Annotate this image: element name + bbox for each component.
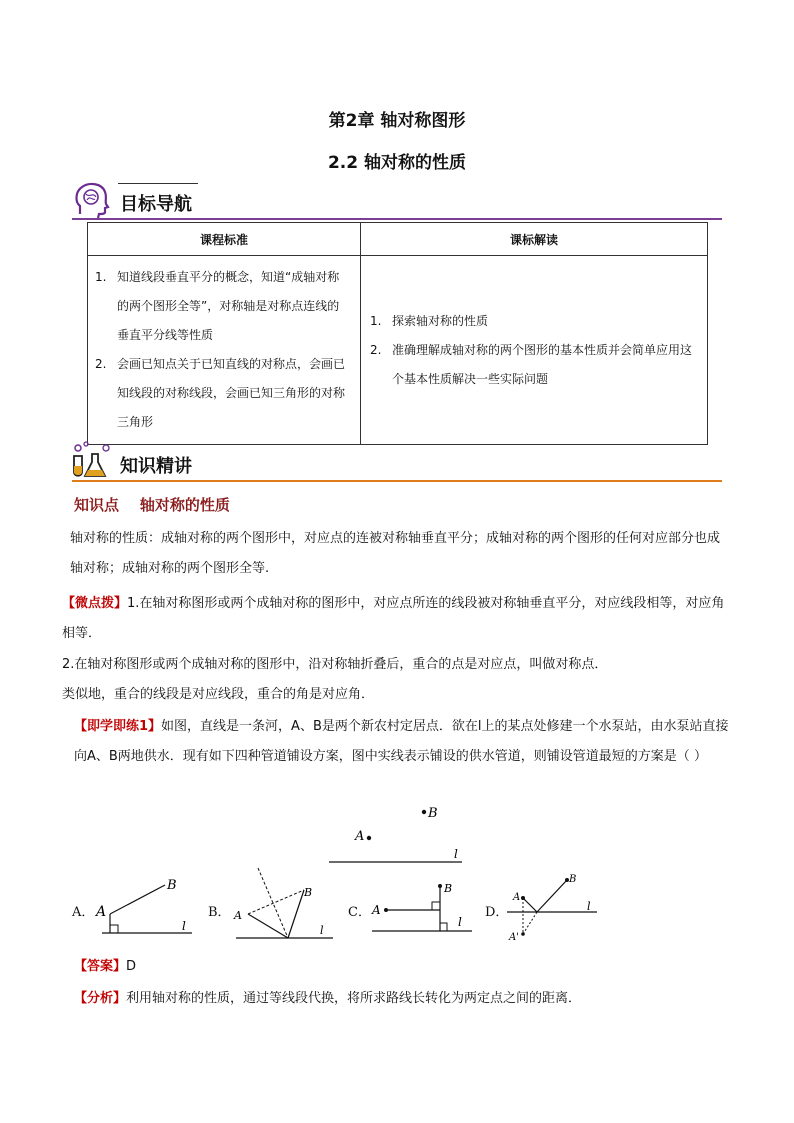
property-paragraph: 轴对称的性质：成轴对称的两个图形中，对应点的连被对称轴垂直平分；成轴对称的两个图形的任何对应部分也成轴对称；成轴对称的两个图形全等. <box>70 531 721 576</box>
option-c-figure[interactable] <box>368 874 478 940</box>
list-item: 2. 会画已知点关于已知直线的对称点，会画已知线段的对称线段，会画已知三角形的对称三角形 <box>95 357 346 429</box>
analysis-text: 利用轴对称的性质，通过等线段代换，将所求路线长转化为两定点之间的距离． <box>126 991 582 1006</box>
exercise-paragraph <box>74 712 730 772</box>
label-b: B <box>428 806 438 821</box>
flask-icon <box>70 440 112 482</box>
opt-d-label-a: A <box>513 892 521 903</box>
option-b-figure[interactable] <box>228 866 338 944</box>
section-title: 2.2 轴对称的性质 <box>327 153 467 173</box>
chapter-title: 第2章 轴对称图形 <box>328 111 466 131</box>
table-header-standard: 课程标准 <box>88 223 361 256</box>
label-l: l <box>454 847 458 861</box>
answer-value: D <box>126 959 137 974</box>
list-item: 2. 准确理解成轴对称的两个图形的基本性质并会简单应用这个基本性质解决一些实际问题 <box>370 342 693 386</box>
standard-cell <box>88 256 361 445</box>
interpretation-cell <box>361 256 708 445</box>
standards-table <box>87 222 708 445</box>
answer-label: 【答案】 <box>74 959 127 974</box>
opt-b-label-l: l <box>320 924 324 937</box>
point-a <box>367 836 371 840</box>
orange-divider <box>72 480 722 482</box>
option-d-label[interactable]: D． <box>485 905 509 920</box>
brain-head-icon <box>72 180 112 220</box>
opt-d-label-a-prime: A' <box>509 932 519 943</box>
tip-paragraph <box>62 589 732 649</box>
tip-1: 1.在轴对称图形或两个成轴对称的图形中，对应点所连的线段被对称轴垂直平分，对应线段相等，对应角相等． <box>62 596 725 641</box>
opt-c-label-l: l <box>458 915 462 929</box>
tip-2: 2.在轴对称图形或两个成轴对称的图形中，沿对称轴折叠后，重合的点是对应点，叫做对称点． <box>62 657 608 672</box>
opt-d-label-b: B <box>569 874 577 885</box>
title-overline <box>118 444 198 445</box>
option-a-figure[interactable] <box>92 872 197 938</box>
analysis-label: 【分析】 <box>74 991 127 1006</box>
opt-a-label-b: B <box>167 878 177 893</box>
label-a: A <box>355 829 365 844</box>
point-b <box>422 810 426 814</box>
exercise-text: 如图，直线是一条河，A、B是两个新农村定居点．欲在l上的某点处修建一个水泵站，由水泵站直接向A、B两地供水．现有如下四种管道铺设方案，图中实线表示铺设的供水管道，则铺设管道最短的方案是（ ） <box>74 719 729 764</box>
main-figure <box>320 800 470 866</box>
answer-line <box>74 952 734 982</box>
opt-d-label-l: l <box>587 900 591 913</box>
list-item: 1. 知道线段垂直平分的概念，知道“成轴对称的两个图形全等”，对称轴是对称点连线的垂直平分线等性质 <box>95 270 340 342</box>
list-item: 1. 探索轴对称的性质 <box>370 313 489 328</box>
opt-a-label-a: A <box>96 904 107 920</box>
opt-b-label-b: B <box>304 886 313 899</box>
opt-a-label-l: l <box>182 919 186 933</box>
tip-3: 类似地，重合的线段是对应线段，重合的角是对应角． <box>62 687 375 702</box>
opt-c-label-b: B <box>444 882 453 895</box>
analysis-line <box>74 984 734 1014</box>
table-header-interpretation: 课标解读 <box>361 223 708 256</box>
tip-label: 【微点拨】 <box>62 596 128 611</box>
purple-divider <box>72 218 722 220</box>
option-c-label[interactable]: C． <box>348 905 371 920</box>
option-b-label[interactable]: B． <box>208 905 231 920</box>
opt-c-label-a: A <box>372 903 381 917</box>
option-d-figure[interactable] <box>505 868 605 946</box>
knowledge-point-title: 知识点 轴对称的性质 <box>74 496 230 514</box>
option-a-label[interactable]: A． <box>72 905 95 920</box>
nav-section-title: 目标导航 <box>120 194 192 215</box>
title-overline <box>118 183 198 184</box>
exercise-label: 【即学即练1】 <box>74 719 162 734</box>
opt-b-label-a: A <box>234 909 242 922</box>
knowledge-section-title: 知识精讲 <box>120 456 192 477</box>
